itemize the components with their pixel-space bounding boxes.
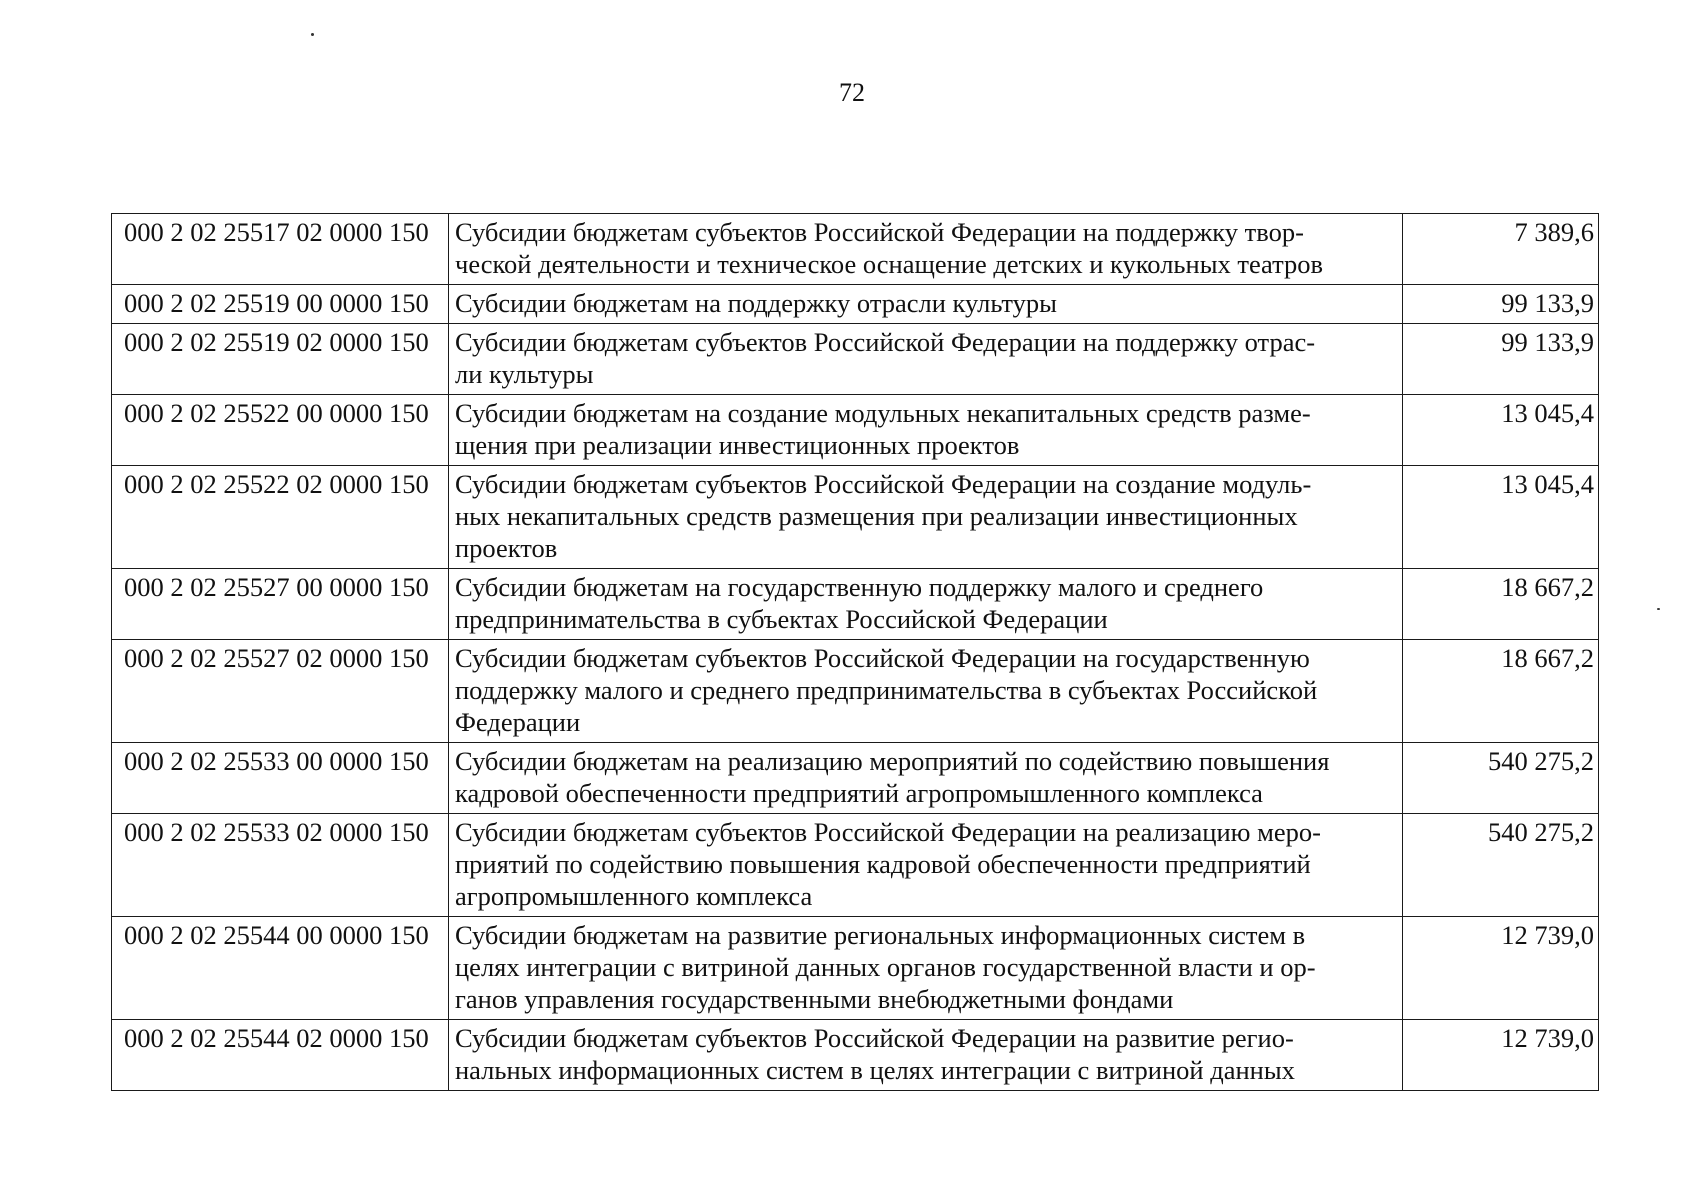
- budget-code-cell: 000 2 02 25522 02 0000 150: [112, 466, 449, 569]
- description-line: целях интеграции с витриной данных органов государственной власти и ор-: [455, 952, 1316, 982]
- description-line: нальных информационных систем в целях интеграции с витриной данных: [455, 1055, 1295, 1085]
- description-line: ных некапитальных средств размещения при реализации инвестиционных: [455, 501, 1298, 531]
- table-row: [112, 640, 1599, 743]
- table-row: [112, 569, 1599, 640]
- description-line: приятий по содействию повышения кадровой обеспеченности предприятий: [455, 849, 1311, 879]
- budget-code-cell: 000 2 02 25519 00 0000 150: [112, 285, 449, 324]
- description-cell: [449, 569, 1403, 640]
- amount-cell: 12 739,0: [1403, 917, 1599, 1020]
- description-line: Субсидии бюджетам субъектов Российской Федерации на создание модуль-: [455, 469, 1312, 499]
- description-line: агропромышленного комплекса: [455, 881, 813, 911]
- budget-code-cell: 000 2 02 25527 02 0000 150: [112, 640, 449, 743]
- amount-cell: 99 133,9: [1403, 285, 1599, 324]
- description-line: проектов: [455, 533, 558, 563]
- description-cell: [449, 214, 1403, 285]
- description-line: щения при реализации инвестиционных проектов: [455, 430, 1020, 460]
- amount-cell: 7 389,6: [1403, 214, 1599, 285]
- table-row: [112, 1020, 1599, 1091]
- description-line: Субсидии бюджетам субъектов Российской Федерации на развитие регио-: [455, 1023, 1294, 1053]
- table-row: [112, 466, 1599, 569]
- description-cell: [449, 743, 1403, 814]
- description-line: Субсидии бюджетам субъектов Российской Федерации на поддержку твор-: [455, 217, 1304, 247]
- table-row: [112, 285, 1599, 324]
- table-row: [112, 917, 1599, 1020]
- budget-code-cell: 000 2 02 25544 00 0000 150: [112, 917, 449, 1020]
- description-line: Субсидии бюджетам субъектов Российской Федерации на поддержку отрас-: [455, 327, 1316, 357]
- scan-speck: [1657, 608, 1660, 610]
- description-line: Субсидии бюджетам на поддержку отрасли культуры: [455, 288, 1057, 318]
- budget-code-cell: 000 2 02 25544 02 0000 150: [112, 1020, 449, 1091]
- description-line: Федерации: [455, 707, 581, 737]
- budget-code-cell: 000 2 02 25522 00 0000 150: [112, 395, 449, 466]
- budget-code-cell: 000 2 02 25517 02 0000 150: [112, 214, 449, 285]
- amount-cell: 13 045,4: [1403, 466, 1599, 569]
- table-row: [112, 395, 1599, 466]
- table-row: [112, 814, 1599, 917]
- description-line: Субсидии бюджетам субъектов Российской Федерации на реализацию меро-: [455, 817, 1321, 847]
- amount-cell: 18 667,2: [1403, 569, 1599, 640]
- table-row: [112, 743, 1599, 814]
- scan-speck: [311, 33, 314, 36]
- table-row: [112, 324, 1599, 395]
- amount-cell: 12 739,0: [1403, 1020, 1599, 1091]
- description-line: кадровой обеспеченности предприятий агропромышленного комплекса: [455, 778, 1263, 808]
- description-cell: [449, 640, 1403, 743]
- description-cell: [449, 395, 1403, 466]
- description-cell: [449, 466, 1403, 569]
- page-number: 72: [839, 78, 865, 107]
- description-line: ганов управления государственными внебюджетными фондами: [455, 984, 1174, 1014]
- description-cell: [449, 324, 1403, 395]
- amount-cell: 99 133,9: [1403, 324, 1599, 395]
- description-line: Субсидии бюджетам на развитие региональных информационных систем в: [455, 920, 1306, 950]
- budget-code-cell: 000 2 02 25533 00 0000 150: [112, 743, 449, 814]
- description-line: Субсидии бюджетам на создание модульных некапитальных средств разме-: [455, 398, 1311, 428]
- amount-cell: 540 275,2: [1403, 743, 1599, 814]
- table-row: [112, 214, 1599, 285]
- description-line: Субсидии бюджетам на государственную поддержку малого и среднего: [455, 572, 1264, 602]
- description-cell: [449, 1020, 1403, 1091]
- budget-code-cell: 000 2 02 25533 02 0000 150: [112, 814, 449, 917]
- description-line: ческой деятельности и техническое оснащение детских и кукольных театров: [455, 249, 1324, 279]
- description-line: Субсидии бюджетам субъектов Российской Федерации на государственную: [455, 643, 1310, 673]
- table-body: [112, 214, 1599, 1091]
- description-line: Субсидии бюджетам на реализацию мероприятий по содействию повышения: [455, 746, 1330, 776]
- description-line: предпринимательства в субъектах Российской Федерации: [455, 604, 1108, 634]
- budget-code-cell: 000 2 02 25519 02 0000 150: [112, 324, 449, 395]
- description-cell: [449, 814, 1403, 917]
- description-line: ли культуры: [455, 359, 594, 389]
- amount-cell: 18 667,2: [1403, 640, 1599, 743]
- amount-cell: 540 275,2: [1403, 814, 1599, 917]
- description-cell: [449, 917, 1403, 1020]
- budget-code-cell: 000 2 02 25527 00 0000 150: [112, 569, 449, 640]
- description-cell: [449, 285, 1403, 324]
- budget-revenue-table: [111, 213, 1599, 1091]
- description-line: поддержку малого и среднего предпринимательства в субъектах Российской: [455, 675, 1318, 705]
- amount-cell: 13 045,4: [1403, 395, 1599, 466]
